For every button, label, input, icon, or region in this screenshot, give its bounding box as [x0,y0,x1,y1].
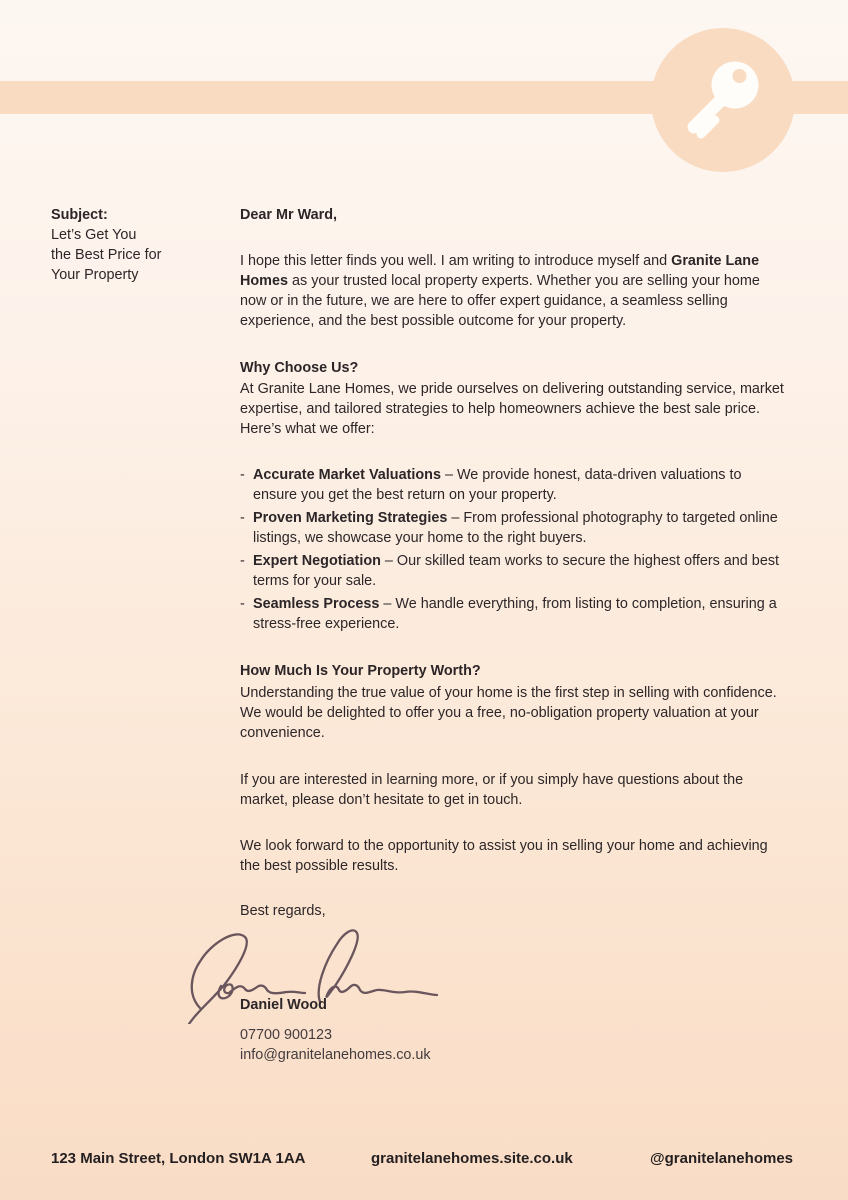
brand-badge [651,28,795,172]
property-worth-paragraph: Understanding the true value of your home is the first step in selling with confidence. We would be delighted to offer you a free, no-obligation property valuation at your convenience. [240,685,777,741]
bullet-text: – Our skilled team works to secure the highest offers and best terms for your sale. [253,553,780,589]
bullet-marker: - [240,553,245,569]
bullet-marker: - [240,596,245,612]
list-item [240,508,785,548]
bullet-title: Proven Marketing Strategies [253,510,448,526]
closing-line: Best regards, [240,903,326,919]
bullet-content [253,508,785,548]
bullet-text: – We provide honest, data-driven valuations to ensure you get the best return on your property. [253,467,742,503]
signer-contact [240,1025,431,1065]
subject-line: the Best Price for [51,247,162,263]
subject-line: Your Property [51,267,139,283]
footer-website: granitelanehomes.site.co.uk [371,1150,573,1167]
list-item [240,465,785,505]
key-icon [651,28,795,172]
bullet-content [253,465,785,505]
bullet-text: – From professional photography to targeted online listings, we showcase your home to the right buyers. [253,510,778,546]
why-choose-us-heading: Why Choose Us? [240,360,359,376]
bullet-content [253,594,785,634]
bullet-title: Seamless Process [253,596,380,612]
bullet-text: – We handle everything, from listing to completion, ensuring a stress-free experience. [253,596,777,632]
interested-paragraph: If you are interested in learning more, or if you simply have questions about the market, please don’t hesitate to get in touch. [240,772,744,808]
company-name: Granite Lane Homes [240,253,760,289]
signer-block [240,995,431,1065]
footer-address: 123 Main Street, London SW1A 1AA [51,1150,306,1167]
bullet-content [253,551,785,591]
signer-name: Daniel Wood [240,997,327,1013]
signer-phone: 07700 900123 [240,1027,333,1043]
bullet-title: Accurate Market Valuations [253,467,441,483]
footer-social-handle: @granitelanehomes [650,1150,793,1167]
bullet-marker: - [240,510,245,526]
property-worth-heading: How Much Is Your Property Worth? [240,663,481,679]
intro-paragraph: I hope this letter finds you well. I am writing to introduce myself and Granite Lane Homes as your trusted local property experts. Whether you are selling your home now or in the future, we are here to offer expert guidance, a seamless selling experience, and the best possible outcome for your property. [240,253,760,329]
bullet-title: Expert Negotiation [253,553,381,569]
subject-label: Subject: [51,207,108,223]
why-choose-us-paragraph: At Granite Lane Homes, we pride ourselves on delivering outstanding service, market expertise, and tailored strategies to help homeowners achieve the best sale price. Here’s what we offer: [240,381,784,437]
letter-body [240,205,785,921]
subject-block [51,205,221,285]
look-forward-paragraph: We look forward to the opportunity to assist you in selling your home and achieving the best possible results. [240,838,768,874]
salutation: Dear Mr Ward, [240,207,338,223]
subject-line: Let’s Get You [51,227,137,243]
offer-list [240,465,785,634]
bullet-marker: - [240,467,245,483]
list-item [240,551,785,591]
signer-email: info@granitelanehomes.co.uk [240,1047,431,1063]
list-item [240,594,785,634]
